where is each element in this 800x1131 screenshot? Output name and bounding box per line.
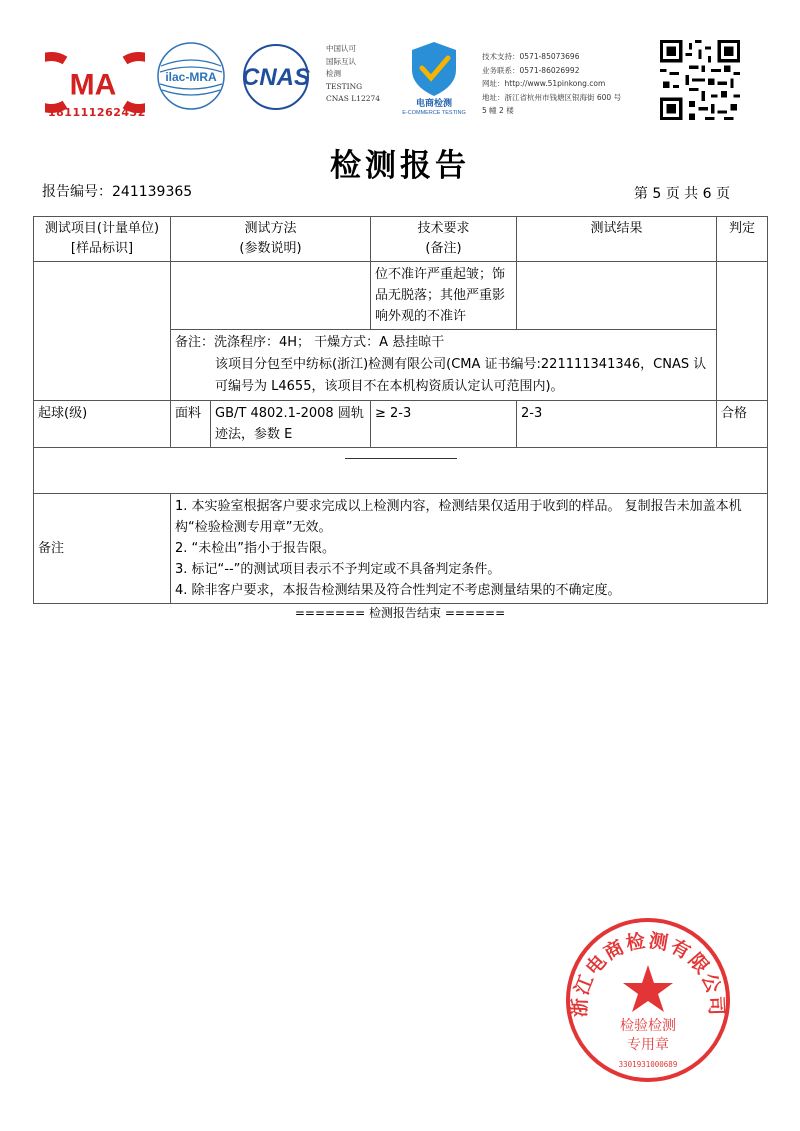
continued-requirement-cell: 位不准许严重起皱；饰品无脱落；其他严重影响外观的不准许 [371,262,517,330]
wash-note: 备注：洗涤程序：4H； 干燥方式：A 悬挂晾干 [175,335,445,350]
pilling-judgement: 合格 [717,401,768,448]
continued-result-cell [517,262,717,330]
svg-text:E-COMMERCE TESTING: E-COMMERCE TESTING [402,110,466,116]
contact-website: 网址：http://www.51pinkong.com [482,79,606,88]
page-title: 检测报告 [330,148,470,184]
ilac-mra-logo [155,40,227,112]
contact-address-line2: 5 幢 2 楼 [482,106,514,115]
remark-item: 2. “未检出”指小于报告限。 [175,541,336,556]
svg-text:电商检测: 电商检测 [415,98,453,108]
ecommerce-testing-logo [398,38,470,116]
table-row [34,448,768,494]
header-requirement: 技术要求 (备注) [371,217,517,262]
remark-item: 4. 除非客户要求，本报告检测结果及符合性判定不考虑测量结果的不确定度。 [175,583,621,598]
header-item: 测试项目(计量单位) [样品标识] [34,217,171,262]
table-row [34,494,768,604]
wash-note-cell [171,330,717,401]
official-stamp [563,915,733,1085]
cma-number: 181111262432 [48,106,146,119]
divider-line [345,458,457,459]
remark-item: 1. 本实验室根据客户要求完成以上检测内容，检测结果仅适用于收到的样品。 复制报告未加盖本机构“检验检测专用章”无效。 [175,499,742,535]
svg-text:浙江电商检测有限公司: 浙江电商检测有限公司 [568,929,728,1018]
contact-address: 地址：浙江省杭州市钱塘区银海街 600 号 [482,92,622,102]
pilling-requirement: ≥ 2-3 [371,401,517,448]
svg-text:ilac-MRA: ilac-MRA [165,70,217,84]
subcontract-note: 该项目分包至中纺标(浙江)检测有限公司(CMA 证书编号:221111341346，CNAS 认可编号为 L4655，该项目不在本机构资质认定认可范围内)。 [215,357,707,394]
pilling-method: GB/T 4802.1-2008 圆轨迹法，参数 E [211,401,371,448]
continued-method-cell [171,262,371,330]
svg-text:3301931000689: 3301931000689 [618,1060,678,1069]
contact-tech-support: 技术支持：0571-85073696 [482,52,580,61]
contact-info [482,50,621,118]
pilling-sample: 面料 [171,401,211,448]
qr-code [660,40,740,120]
blank-divider-cell [34,448,768,494]
table-header-row [34,217,768,262]
page-indicator: 第 5 页 共 6 页 [633,186,730,202]
svg-text:CNAS: CNAS [241,64,311,91]
table-row [34,401,768,448]
remark-item: 3. 标记“--”的测试项目表示不予判定或不具备判定条件。 [175,562,501,577]
header-result: 测试结果 [517,217,717,262]
report-number: 报告编号：241139365 [42,184,193,200]
report-end-marker: ======= 检测报告结束 ====== [294,606,506,620]
svg-text:MA: MA [69,68,117,102]
remarks-list [171,494,768,604]
continued-item-cell [34,262,171,401]
test-results-table [33,216,768,604]
continued-judgement-cell [717,262,768,401]
header-judgement: 判定 [717,217,768,262]
cnas-logo [230,42,322,112]
contact-business: 业务联系：0571-86026992 [482,65,580,75]
pilling-result: 2-3 [517,401,717,448]
cnas-accreditation-text: 中国认可 国际互认 检测 TESTING CNAS L12274 [326,44,381,103]
pilling-item: 起球(级) [34,401,171,448]
svg-text:专用章: 专用章 [627,1037,669,1053]
table-row [34,262,768,330]
header-method: 测试方法 (参数说明) [171,217,371,262]
svg-text:检验检测: 检验检测 [620,1018,676,1034]
remarks-label: 备注 [34,494,171,604]
